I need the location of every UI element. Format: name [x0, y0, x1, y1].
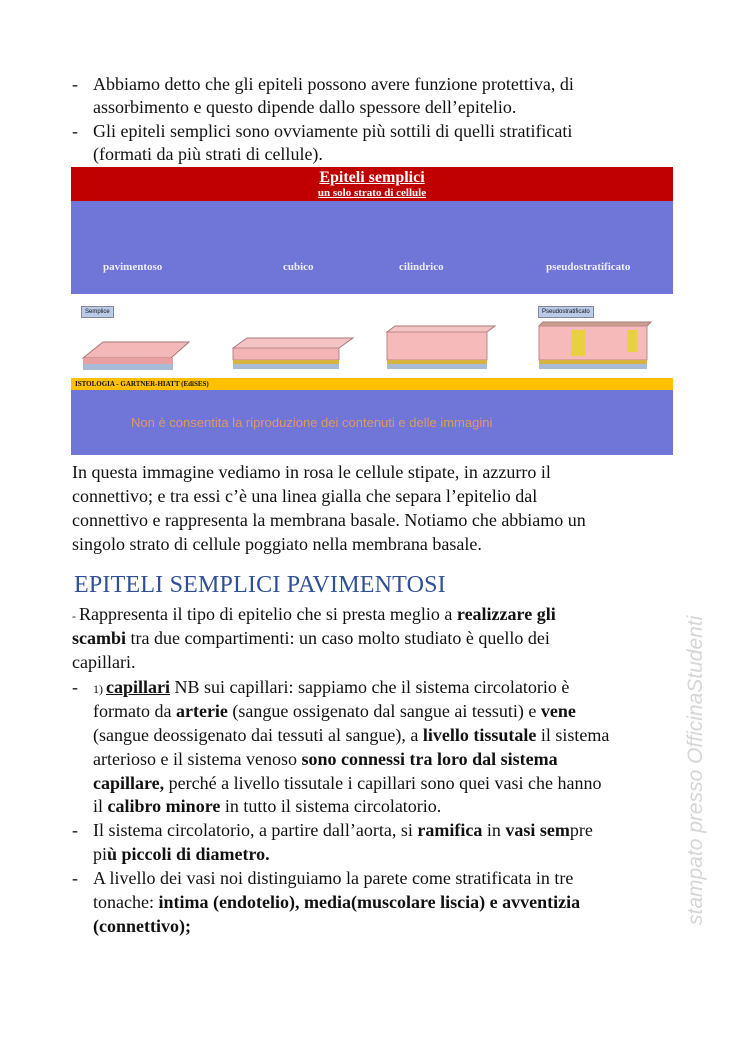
figure-header [71, 167, 673, 201]
squamous-epithelium-drawing [83, 342, 189, 370]
text-run: capillari. [72, 652, 136, 672]
text-run: tonache: [93, 892, 159, 912]
text-run: Abbiamo detto che gli epiteli possono avere funzione protettiva, di [93, 74, 574, 94]
bullet-dash: - [72, 868, 78, 888]
text-run: pre [569, 820, 593, 840]
bold-text: capillari [106, 677, 170, 697]
cuboidal-epithelium-drawing [233, 338, 353, 369]
bold-text: ramifica [417, 820, 483, 840]
bold-text: vene [540, 701, 576, 721]
figure-illustrations [71, 294, 673, 378]
bullet-dash: - [72, 677, 78, 697]
text-run: connettivo e rappresenta la membrana basale. Notiamo che abbiamo un [72, 510, 586, 530]
label-pavimentoso: pavimentoso [103, 261, 163, 273]
bold-text: arterie [175, 701, 228, 721]
text-run: Rappresenta il tipo di epitelio che si presta meglio a [79, 604, 457, 624]
text-run: in [482, 820, 506, 840]
text-run: tra due compartimenti: un caso molto studiato è quello dei [126, 628, 550, 648]
text-run: formato da [93, 701, 176, 721]
text-run: A livello dei vasi noi distinguiamo la parete come stratificata in tre [93, 868, 574, 888]
figure-credit: ISTOLOGIA - GARTNER-HIATT (EdiSES) [71, 378, 673, 390]
bold-text: sono connessi tra loro dal sistema [301, 749, 558, 769]
text-run: NB sui capillari: sappiamo che il sistema circolatorio è [170, 677, 570, 697]
text-run: connettivo; e tra essi c’è una linea gialla che separa l’epitelio dal [72, 486, 538, 506]
figure-label-band [71, 201, 673, 294]
bullet-dash: - [72, 820, 78, 840]
bold-text: ù piccoli di diametro. [107, 844, 270, 864]
section-heading: EPITELI SEMPLICI PAVIMENTOSI [74, 572, 446, 598]
label-cubico: cubico [283, 261, 314, 273]
epithelium-figure [71, 167, 673, 455]
bold-text: (connettivo); [93, 916, 191, 936]
text-run: perché a livello tissutale i capillari sono quei vasi che hanno [164, 773, 602, 793]
tag-pseudostratificato: Pseudostratificato [538, 306, 594, 318]
text-run: - [72, 609, 79, 623]
text-run: 1) [93, 682, 106, 696]
bullet-dash: - [72, 121, 78, 141]
text-run: (formati da più strati di cellule). [93, 144, 323, 164]
columnar-epithelium-drawing [387, 326, 495, 369]
text-run: il sistema [536, 725, 610, 745]
figure-title: Epiteli semplici [319, 169, 425, 186]
bold-text: scambi [72, 628, 126, 648]
bold-text: capillare, [93, 773, 165, 793]
bold-text: livello tissutale [422, 725, 537, 745]
text-run: in tutto il sistema circolatorio. [220, 796, 442, 816]
text-run: singolo strato di cellule poggiato nella membrana basale. [72, 534, 482, 554]
text-run: assorbimento e questo dipende dallo spessore dell’epitelio. [93, 97, 517, 117]
text-run: il [93, 796, 108, 816]
label-pseudostratificato: pseudostratificato [546, 261, 631, 273]
text-run: (sangue ossigenato dal sangue ai tessuti) e [227, 701, 541, 721]
bold-text: calibro minore [107, 796, 221, 816]
bullet-dash: - [72, 74, 78, 94]
text-run: (sangue deossigenato dai tessuti al sangue), a [93, 725, 423, 745]
text-run: pi [93, 844, 108, 864]
tag-semplice: Semplice [81, 306, 114, 318]
bold-text: realizzare gli [456, 604, 556, 624]
text-run: Il sistema circolatorio, a partire dall’aorta, si [93, 820, 418, 840]
figure-watermark: Non è consentita la riproduzione dei contenuti e delle immagini [131, 415, 493, 430]
label-cilindrico: cilindrico [399, 261, 444, 273]
text-run: arterioso e il sistema venoso [93, 749, 302, 769]
bold-text: intima (endotelio), media(muscolare liscia) e avventizia [158, 892, 581, 912]
side-watermark: stampato presso OfficinaStudenti [684, 615, 707, 925]
text-run: In questa immagine vediamo in rosa le cellule stipate, in azzurro il [72, 462, 551, 482]
bold-text: vasi sem [505, 820, 570, 840]
figure-subtitle: un solo strato di cellule [317, 187, 427, 199]
text-run: Gli epiteli semplici sono ovviamente più sottili di quelli stratificati [93, 121, 573, 141]
pseudostratified-epithelium-drawing [539, 322, 651, 369]
